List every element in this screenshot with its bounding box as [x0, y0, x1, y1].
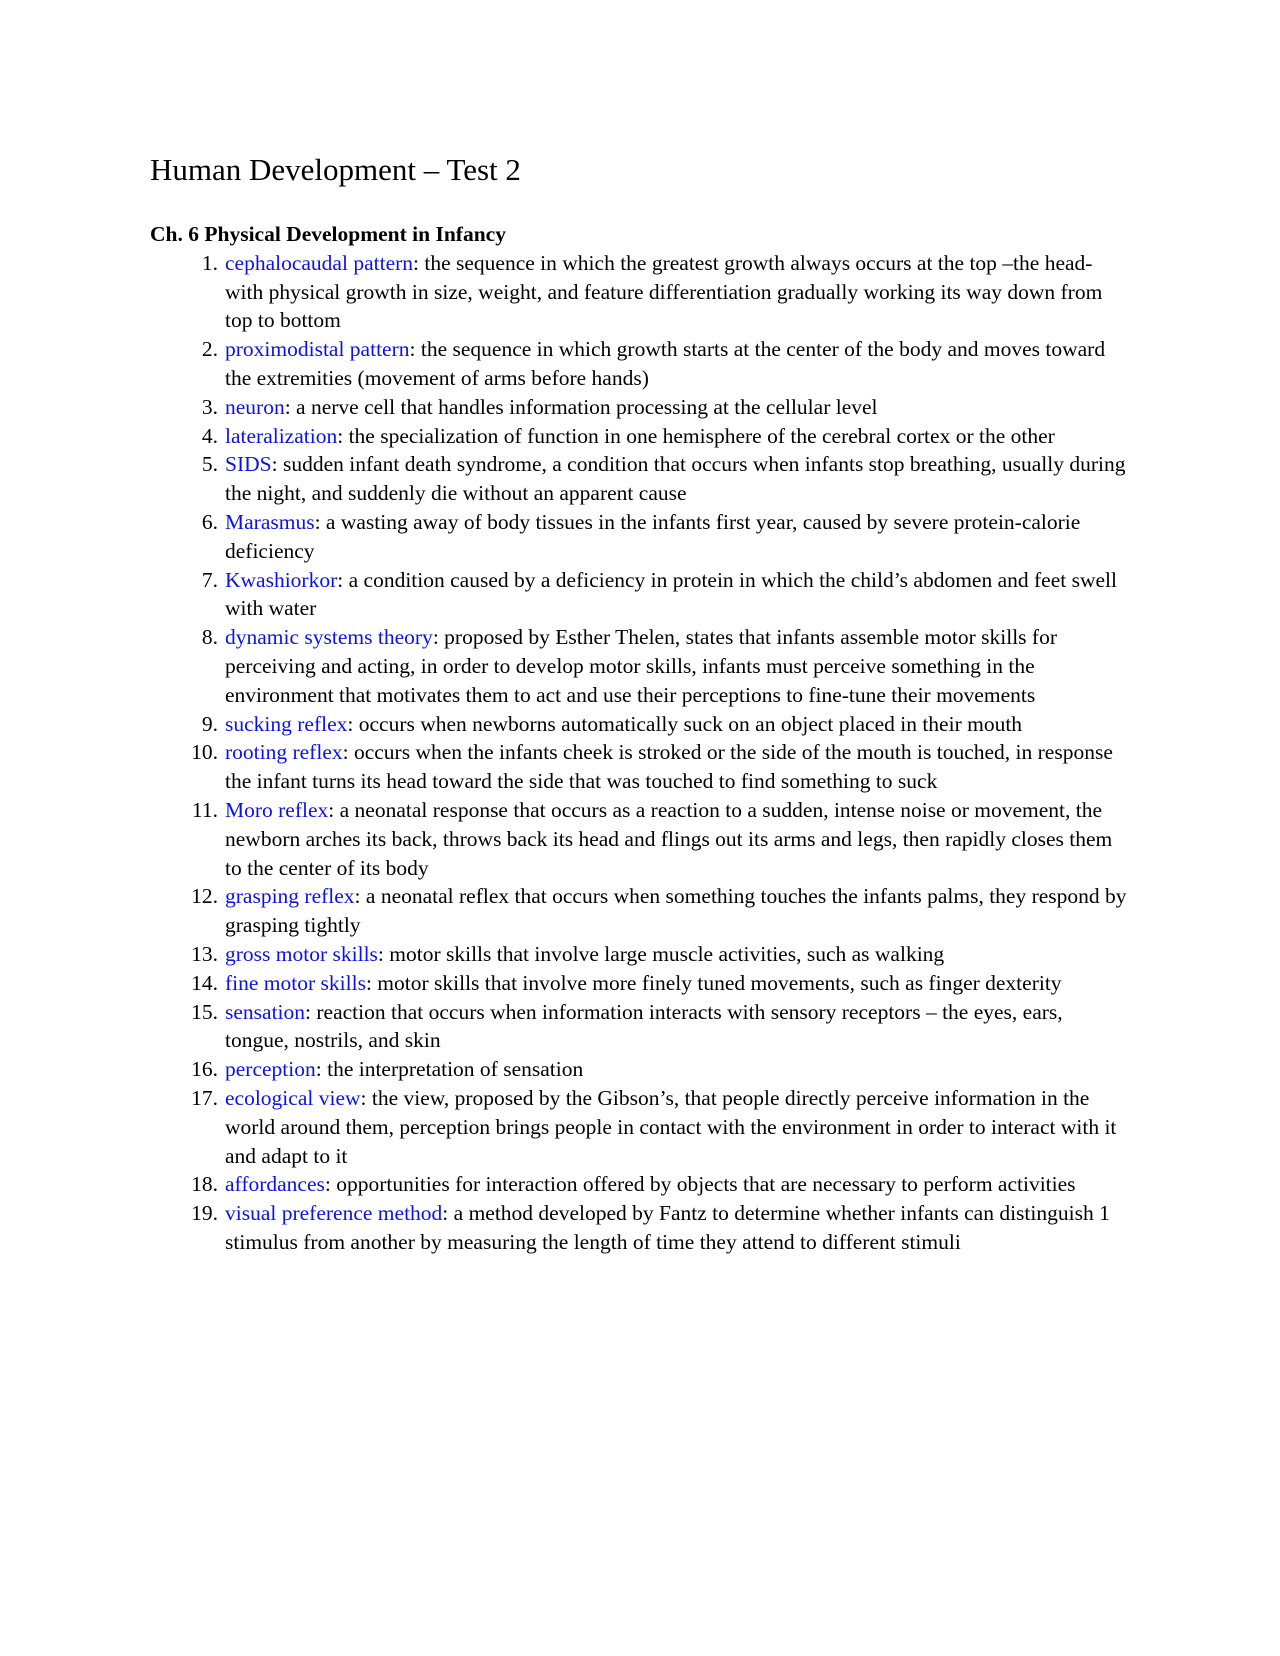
definition-text: : sudden infant death syndrome, a condition that occurs when infants stop breathing, usually during the night, and suddenly die without an apparent cause [225, 452, 1126, 506]
definition-text: : the sequence in which the greatest growth always occurs at the top –the head- with physical growth in size, weight, and feature differentiation gradually working its way down from top to bottom [225, 250, 1103, 333]
item-number: 6. [201, 509, 218, 534]
term-text: sensation [225, 999, 306, 1024]
term-text: fine motor skills [225, 970, 366, 995]
definition-text: : motor skills that involve large muscle activities, such as walking [377, 941, 945, 966]
item-number: 10. [191, 740, 218, 765]
list-item [150, 940, 1130, 969]
definition-text: : opportunities for interaction offered by objects that are necessary to perform activities [324, 1172, 1076, 1197]
list-item [150, 1199, 1130, 1257]
item-number: 12. [191, 884, 218, 909]
list-item [150, 710, 1130, 739]
list-item [150, 1055, 1130, 1084]
list-item [150, 1084, 1130, 1170]
section-heading: Ch. 6 Physical Development in Infancy [150, 222, 506, 246]
term-text: Kwashiorkor [225, 567, 338, 592]
list-item [150, 882, 1130, 940]
term-text: proximodistal pattern [225, 337, 410, 362]
term-text: neuron [225, 394, 285, 419]
item-number: 5. [201, 452, 218, 477]
definition-text: : proposed by Esther Thelen, states that infants assemble motor skills for perceiving and acting, in order to develop motor skills, infants must perceive something in the environment that motivates them to act and use their perceptions to fine-tune their movements [225, 625, 1057, 707]
item-number: 3. [201, 394, 218, 419]
item-number: 11. [191, 797, 218, 822]
list-item [150, 969, 1130, 998]
term-text: ecological view [225, 1085, 361, 1110]
document-page [150, 150, 1130, 1257]
definition-text: : the specialization of function in one hemisphere of the cerebral cortex or the other [337, 423, 1055, 448]
term-text: grasping reflex [225, 884, 355, 909]
item-number: 13. [191, 941, 218, 966]
term-text: cephalocaudal pattern [225, 250, 414, 275]
definition-text: : the view, proposed by the Gibson’s, that people directly perceive information in the world around them, perception brings people in contact with the environment in order to interact with it and adapt to it [225, 1085, 1117, 1168]
list-item [150, 998, 1130, 1056]
item-number: 4. [201, 423, 218, 448]
item-number: 2. [201, 337, 218, 362]
definition-text: : a condition caused by a deficiency in protein in which the child’s abdomen and feet swell with water [225, 567, 1117, 621]
definition-text: : a method developed by Fantz to determine whether infants can distinguish 1 stimulus from another by measuring the length of time they attend to different stimuli [225, 1201, 1110, 1254]
term-text: gross motor skills [225, 941, 378, 966]
list-item [150, 393, 1130, 422]
item-number: 19. [191, 1201, 218, 1226]
list-item [150, 249, 1130, 335]
term-text: lateralization [225, 423, 338, 448]
definition-text: : a neonatal reflex that occurs when something touches the infants palms, they respond by grasping tightly [225, 884, 1127, 938]
term-text: perception [225, 1057, 316, 1082]
term-text: rooting reflex [225, 740, 343, 765]
definition-text: : occurs when the infants cheek is stroked or the side of the mouth is touched, in response the infant turns its head toward the side that was touched to find something to suck [225, 740, 1113, 794]
term-text: sucking reflex [225, 711, 348, 736]
item-number: 8. [201, 625, 218, 650]
list-item [150, 738, 1130, 796]
term-text: Moro reflex [225, 797, 329, 822]
list-item [150, 623, 1130, 709]
term-text: dynamic systems theory [225, 625, 433, 650]
term-text: affordances [225, 1172, 325, 1197]
item-number: 16. [191, 1057, 218, 1082]
definition-text: : a wasting away of body tissues in the infants first year, caused by severe protein-calorie deficiency [225, 509, 1081, 563]
definition-text: : the sequence in which growth starts at the center of the body and moves toward the extremities (movement of arms before hands) [225, 337, 1106, 390]
list-item [150, 1170, 1130, 1199]
list-item [150, 422, 1130, 451]
item-number: 14. [191, 970, 218, 995]
list-item [150, 796, 1130, 882]
definition-text: : reaction that occurs when information interacts with sensory receptors – the eyes, ears, tongue, nostrils, and skin [225, 999, 1063, 1053]
item-number: 1. [201, 250, 218, 275]
term-text: visual preference method [225, 1201, 443, 1226]
list-item [150, 508, 1130, 566]
definition-text: : occurs when newborns automatically suck on an object placed in their mouth [347, 711, 1023, 736]
term-text: Marasmus [225, 509, 315, 534]
item-number: 17. [191, 1085, 218, 1110]
definition-text: : motor skills that involve more finely tuned movements, such as finger dexterity [365, 970, 1062, 995]
list-item [150, 450, 1130, 508]
definition-text: : the interpretation of sensation [315, 1057, 584, 1082]
document-title: Human Development – Test 2 [150, 152, 521, 187]
terms-list [150, 249, 1130, 1257]
definition-text: : a nerve cell that handles information processing at the cellular level [284, 394, 878, 419]
item-number: 7. [201, 567, 218, 592]
list-item [150, 566, 1130, 624]
definition-text: : a neonatal response that occurs as a reaction to a sudden, intense noise or movement, the newborn arches its back, throws back its head and flings out its arms and legs, then rapidly closes them to the center of its body [225, 797, 1113, 880]
item-number: 9. [201, 711, 218, 736]
item-number: 15. [191, 999, 218, 1024]
item-number: 18. [191, 1172, 218, 1197]
list-item [150, 335, 1130, 393]
term-text: SIDS [225, 452, 272, 477]
